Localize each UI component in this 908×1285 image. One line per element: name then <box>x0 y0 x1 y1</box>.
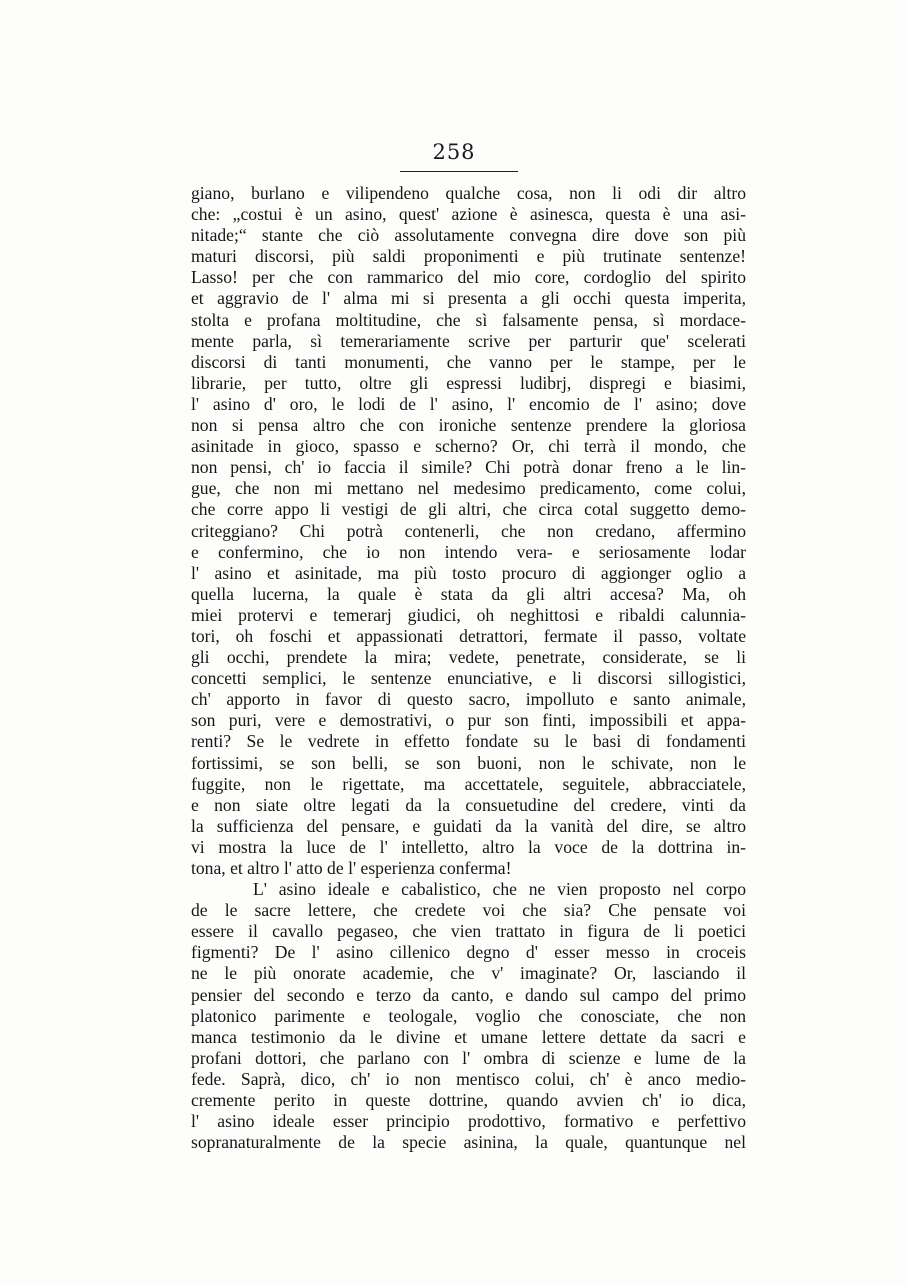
text-line: concetti semplici, le sentenze enunciative, e li discorsi sillogistici, <box>191 668 746 689</box>
text-line: l' asino ideale esser principio prodottivo, formativo e perfettivo <box>191 1111 746 1132</box>
text-line: tona, et altro l' atto de l' esperienza conferma! <box>191 858 512 878</box>
text-line: vi mostra la luce de l' intelletto, altro la voce de la dottrina in- <box>191 836 746 857</box>
text-line: discorsi di tanti monumenti, che vanno per le stampe, per le <box>191 351 746 372</box>
text-line: fede. Saprà, dico, ch' io non mentisco colui, ch' è anco medio- <box>191 1068 746 1089</box>
text-line: profani dottori, che parlano con l' ombra di scienze e lume de la <box>191 1047 746 1068</box>
text-line: renti? Se le vedrete in effetto fondate su le basi di fondamenti <box>191 731 746 752</box>
text-line: che: „costui è un asino, quest' azione è asinesca, questa è una asi- <box>191 204 746 225</box>
text-line: fuggite, non le rigettate, ma accettatele, seguitele, abbracciatele, <box>191 773 746 794</box>
text-line: librarie, per tutto, oltre gli espressi ludibrj, dispregi e biasimi, <box>191 372 746 393</box>
text-line: son puri, vere e demostrativi, o pur son finti, impossibili et appa- <box>191 710 746 731</box>
text-line: et aggravio de l' alma mi si presenta a gli occhi questa imperita, <box>191 288 746 309</box>
header-rule <box>400 171 518 172</box>
text-line: tori, oh foschi et appassionati detrattori, fermate il passo, voltate <box>191 625 746 646</box>
page-number: 258 <box>432 140 476 164</box>
text-line: sopranaturalmente de la specie asinina, la quale, quantunque nel <box>191 1132 746 1153</box>
body-text <box>191 183 746 1153</box>
text-line: cremente perito in queste dottrine, quando avvien ch' io dica, <box>191 1090 746 1111</box>
text-line: miei protervi e temerarj giudici, oh neghittosi e ribaldi calunnia- <box>191 604 746 625</box>
text-line: quella lucerna, la quale è stata da gli altri accesa? Ma, oh <box>191 583 746 604</box>
text-line: criteggiano? Chi potrà contenerli, che non credano, affermino <box>191 520 746 541</box>
text-line: nitade;“ stante che ciò assolutamente convegna dire dove son più <box>191 225 746 246</box>
text-line: giano, burlano e vilipendeno qualche cosa, non li odi dir altro <box>191 183 746 203</box>
text-line: de le sacre lettere, che credete voi che sia? Che pensate voi <box>191 900 746 921</box>
text-line: manca testimonio da le divine et umane lettere dettate da sacri e <box>191 1026 746 1047</box>
text-line: non si pensa altro che con ironiche sentenze prendere la gloriosa <box>191 415 746 436</box>
text-line: non pensi, ch' io faccia il simile? Chi potrà donar freno a le lin- <box>191 457 746 478</box>
text-line: platonico parimente e teologale, voglio che conosciate, che non <box>191 1005 746 1026</box>
text-line: Lasso! per che con rammarico del mio core, cordoglio del spirito <box>191 267 746 288</box>
text-line: stolta e profana moltitudine, che sì falsamente pensa, sì mordace- <box>191 309 746 330</box>
text-line: che corre appo li vestigi de gli altri, che circa cotal suggetto demo- <box>191 499 746 520</box>
text-line: gue, che non mi mettano nel medesimo predicamento, come colui, <box>191 478 746 499</box>
text-line: essere il cavallo pegaseo, che vien trattato in figura de li poetici <box>191 921 746 942</box>
text-line: ch' apporto in favor di questo sacro, impolluto e santo animale, <box>191 689 746 710</box>
text-line: mente parla, sì temerariamente scrive per parturir que' scelerati <box>191 330 746 351</box>
text-line: pensier del secondo e terzo da canto, e dando sul campo del primo <box>191 984 746 1005</box>
text-line: la sufficienza del pensare, e guidati da la vanità del dire, se altro <box>191 815 746 836</box>
text-line: figmenti? De l' asino cillenico degno d' esser messo in croceis <box>191 942 746 963</box>
text-line: e confermino, che io non intendo vera- e seriosamente lodar <box>191 541 746 562</box>
text-line: gli occhi, prendete la mira; vedete, penetrate, considerate, se li <box>191 647 746 668</box>
text-line: l' asino d' oro, le lodi de l' asino, l' encomio de l' asino; dove <box>191 393 746 414</box>
text-line: maturi discorsi, più saldi proponimenti e più trutinate sentenze! <box>191 246 746 267</box>
text-line: fortissimi, se son belli, se son buoni, non le schivate, non le <box>191 752 746 773</box>
text-line: L' asino ideale e cabalistico, che ne vien proposto nel corpo <box>253 879 746 900</box>
text-line: e non siate oltre legati da la consuetudine del credere, vinti da <box>191 794 746 815</box>
text-line: l' asino et asinitade, ma più tosto procuro di aggionger oglio a <box>191 562 746 583</box>
text-line: ne le più onorate academie, che v' imaginate? Or, lasciando il <box>191 963 746 984</box>
text-line: asinitade in gioco, spasso e scherno? Or, chi terrà il mondo, che <box>191 436 746 457</box>
